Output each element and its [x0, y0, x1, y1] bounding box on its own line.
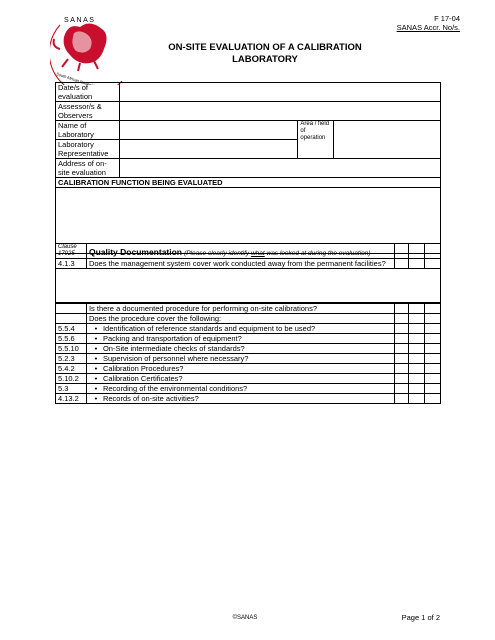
clause-number: 5.3 — [56, 384, 87, 394]
clause-number: 4.1.3 — [56, 259, 87, 269]
checklist-item: • Packing and transportation of equipment? — [86, 334, 394, 344]
answer-cell[interactable] — [425, 314, 441, 324]
clause-column-header: Clause 17025 — [56, 244, 87, 259]
answer-cell[interactable] — [409, 304, 425, 314]
area-field[interactable] — [334, 121, 441, 159]
answer-cell[interactable] — [395, 324, 409, 334]
clause-number — [56, 314, 87, 324]
answer-cell[interactable] — [425, 394, 441, 404]
question-text: Does the management system cover work conducted away from the permanent facilities? — [86, 259, 394, 269]
answer-cell[interactable] — [409, 344, 425, 354]
answer-cell[interactable] — [409, 384, 425, 394]
lab-name-label: Name of Laboratory — [56, 121, 120, 140]
checklist-item: • On-Site intermediate checks of standards? — [86, 344, 394, 354]
clause-number: 5.5.6 — [56, 334, 87, 344]
answer-cell[interactable] — [409, 374, 425, 384]
answer-cell[interactable] — [395, 384, 409, 394]
comments-field[interactable] — [56, 269, 441, 303]
answer-cell[interactable] — [409, 334, 425, 344]
logo-letters: S A N A S — [64, 17, 94, 24]
checklist-item: • Records of on-site activities? — [86, 394, 394, 404]
answer-cell[interactable] — [409, 324, 425, 334]
answer-cell[interactable] — [409, 364, 425, 374]
answer-cell[interactable] — [395, 394, 409, 404]
checklist-item: • Supervision of personnel where necessary? — [86, 354, 394, 364]
answer-cell[interactable] — [409, 314, 425, 324]
function-label: CALIBRATION FUNCTION BEING EVALUATED — [56, 178, 441, 188]
answer-cell[interactable] — [425, 364, 441, 374]
yes-column — [395, 244, 409, 259]
assessors-label: Assessor/s & Observers — [56, 102, 120, 121]
answer-cell[interactable] — [425, 354, 441, 364]
page-title: ON-SITE EVALUATION OF A CALIBRATION LABORATORY — [168, 42, 362, 65]
quality-heading: Quality Documentation (Please clearly identify what was looked at during the evaluation) — [86, 244, 394, 259]
sanas-logo — [50, 15, 135, 85]
clause-number: 5.2.3 — [56, 354, 87, 364]
answer-cell[interactable] — [409, 259, 425, 269]
footer-copyright: ©SANAS — [232, 615, 258, 621]
clause-number: 5.4.2 — [56, 364, 87, 374]
lab-rep-label: Laboratory Representative — [56, 140, 120, 159]
clause-number: 5.5.10 — [56, 344, 87, 354]
answer-cell[interactable] — [395, 314, 409, 324]
answer-cell[interactable] — [395, 304, 409, 314]
question-text: Does the procedure cover the following: — [86, 314, 394, 324]
area-label: Area / field of operation — [298, 121, 334, 159]
checklist-item: • Recording of the environmental conditions? — [86, 384, 394, 394]
answer-cell[interactable] — [425, 334, 441, 344]
accreditation-number-label: SANAS Accr. No/s. — [396, 23, 460, 32]
quality-documentation-table — [55, 243, 441, 303]
lab-name-field[interactable] — [119, 121, 297, 140]
answer-cell[interactable] — [395, 259, 409, 269]
answer-cell[interactable] — [425, 324, 441, 334]
lab-rep-field[interactable] — [119, 140, 297, 159]
clause-number — [56, 304, 87, 314]
date-field[interactable] — [119, 83, 440, 102]
answer-cell[interactable] — [425, 344, 441, 354]
answer-cell[interactable] — [409, 394, 425, 404]
address-field[interactable] — [119, 159, 440, 178]
clause-number: 5.5.4 — [56, 324, 87, 334]
answer-cell[interactable] — [395, 344, 409, 354]
assessors-field[interactable] — [119, 102, 440, 121]
answer-cell[interactable] — [395, 354, 409, 364]
date-label: Date/s of evaluation — [56, 83, 120, 102]
question-text: Is there a documented procedure for performing on-site calibrations? — [86, 304, 394, 314]
answer-cell[interactable] — [395, 364, 409, 374]
answer-cell[interactable] — [425, 384, 441, 394]
answer-cell[interactable] — [425, 259, 441, 269]
clause-number: 5.10.2 — [56, 374, 87, 384]
na-column — [425, 244, 441, 259]
checklist-item: • Calibration Certificates? — [86, 374, 394, 384]
answer-cell[interactable] — [395, 374, 409, 384]
form-code: F 17-04 — [434, 14, 460, 23]
address-label: Address of on-site evaluation — [56, 159, 120, 178]
checklist-item: • Identification of reference standards and equipment to be used? — [86, 324, 394, 334]
answer-cell[interactable] — [425, 374, 441, 384]
answer-cell[interactable] — [395, 334, 409, 344]
no-column — [409, 244, 425, 259]
footer-page-number: Page 1 of 2 — [401, 613, 440, 622]
answer-cell[interactable] — [409, 354, 425, 364]
checklist-item: • Calibration Procedures? — [86, 364, 394, 374]
clause-number: 4.13.2 — [56, 394, 87, 404]
procedure-table — [55, 303, 441, 404]
evaluation-info-table — [55, 82, 441, 254]
answer-cell[interactable] — [425, 304, 441, 314]
